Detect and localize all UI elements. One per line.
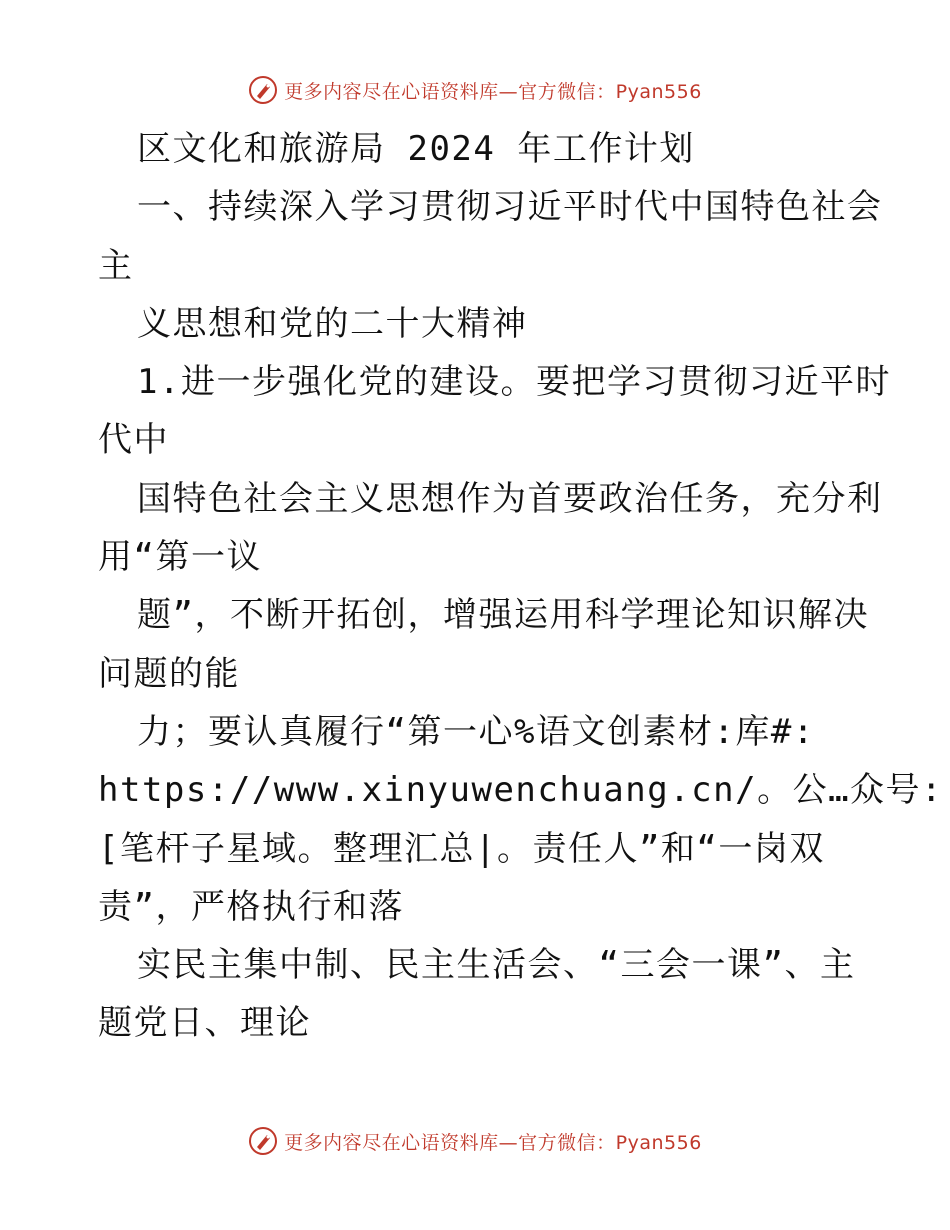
watermark-text: 更多内容尽在心语资料库—官方微信：Pyan556 xyxy=(284,80,702,103)
text-line: 问题的能 xyxy=(98,653,240,694)
text-line: 国特色社会主义思想作为首要政治任务，充分利 xyxy=(137,478,883,519)
pen-nib-logo-icon xyxy=(248,1126,278,1156)
section-heading-line: 义思想和党的二十大精神 xyxy=(137,303,528,344)
document-title: 区文化和旅游局 2024 年工作计划 xyxy=(137,129,695,169)
watermark-header xyxy=(0,70,950,110)
document-body xyxy=(98,120,944,1053)
text-line: 力；要认真履行“第一心%语文创素材:库#: xyxy=(137,711,815,752)
text-line: 题党日、理论 xyxy=(98,1003,311,1044)
pen-nib-logo-icon xyxy=(248,75,278,105)
watermark-footer xyxy=(0,1121,950,1161)
text-line: [笔杆子星域。整理汇总|。责任人”和“一岗双 xyxy=(98,828,825,869)
text-line: 题”，不断开拓创，增强运用科学理论知识解决 xyxy=(137,595,869,636)
text-line: 实民主集中制、民主生活会、“三会一课”、主 xyxy=(137,945,856,986)
text-line: 责”，严格执行和落 xyxy=(98,886,404,927)
text-line: 用“第一议 xyxy=(98,537,262,578)
text-line: 主 xyxy=(98,245,134,286)
text-line: 1.进一步强化党的建设。要把学习贯彻习近平时 xyxy=(137,362,891,403)
text-line: 代中 xyxy=(98,420,169,461)
section-heading-line: 一、持续深入学习贯彻习近平时代中国特色社会 xyxy=(137,187,883,228)
watermark-text: 更多内容尽在心语资料库—官方微信：Pyan556 xyxy=(284,1131,702,1154)
text-line: https://www.xinyuwenchuang.cn/。公…众号: xyxy=(98,770,944,811)
